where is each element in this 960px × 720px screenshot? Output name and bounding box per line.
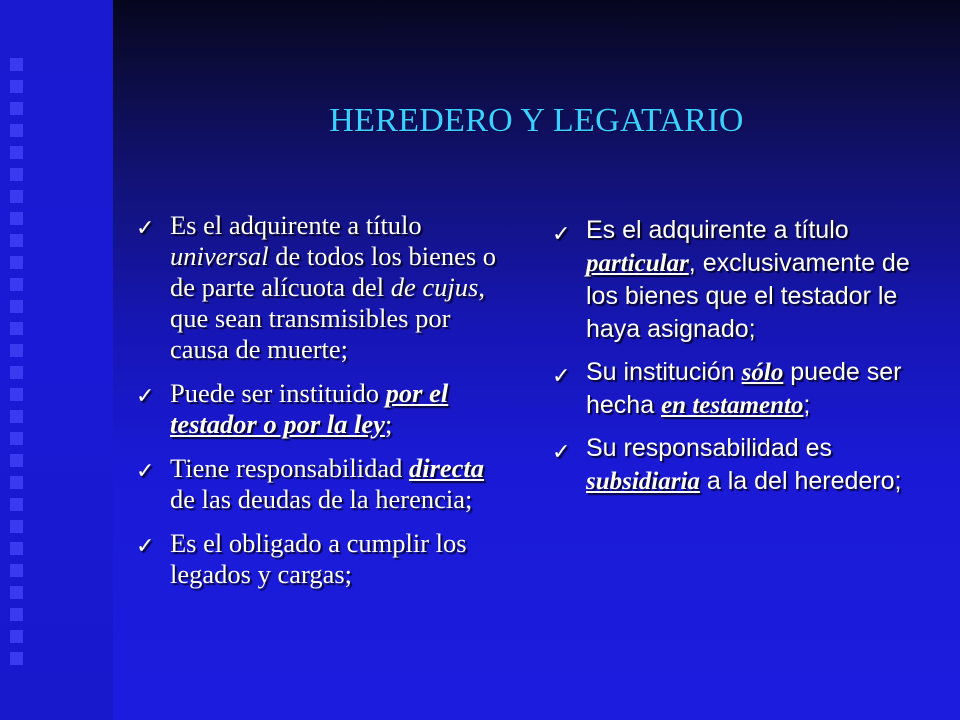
bullet-item — [548, 214, 918, 346]
decorative-square — [10, 124, 23, 137]
emphasis-text: sólo — [741, 359, 784, 386]
bullet-item — [548, 356, 918, 422]
decorative-square — [10, 212, 23, 225]
emphasis-text: universal — [170, 241, 269, 271]
check-icon: ✓ — [552, 222, 571, 247]
decorative-square — [10, 322, 23, 335]
decorative-square — [10, 476, 23, 489]
decorative-square — [10, 234, 23, 247]
emphasis-text: de cujus — [390, 272, 479, 302]
bullet-text: Es el adquirente a título — [170, 210, 422, 240]
bullet-text: Puede ser instituido — [170, 378, 386, 408]
check-icon: ✓ — [136, 459, 155, 484]
bullet-text: de las deudas de la herencia; — [170, 484, 473, 514]
bullet-text: Su responsabilidad es — [586, 434, 832, 462]
decorative-square — [10, 388, 23, 401]
check-icon: ✓ — [136, 216, 155, 241]
check-icon: ✓ — [136, 384, 155, 409]
bullet-text: a la del heredero; — [699, 467, 902, 495]
emphasis-text: subsidiaria — [586, 468, 700, 495]
bullet-text: Tiene responsabilidad — [170, 453, 409, 483]
decorative-square — [10, 80, 23, 93]
bullet-text: ; — [384, 409, 393, 439]
decorative-square — [10, 520, 23, 533]
bullet-text: de todos los bienes o de parte alícuota del — [170, 241, 497, 302]
emphasis-text: en testamento — [661, 392, 804, 419]
decorative-square — [10, 586, 23, 599]
heredero-column — [132, 210, 512, 603]
bullet-text: Es el obligado a cumplir los legados y cargas; — [170, 528, 467, 589]
decorative-square — [10, 300, 23, 313]
bullet-text: Su institución — [586, 358, 742, 386]
decorative-square — [10, 190, 23, 203]
decorative-square — [10, 498, 23, 511]
emphasis-text: directa — [408, 453, 485, 483]
bullet-text: Es el adquirente a título — [586, 216, 849, 244]
decorative-square — [10, 58, 23, 71]
legatario-column — [548, 214, 918, 508]
emphasis-text: particular — [586, 250, 689, 277]
decorative-square — [10, 652, 23, 665]
slide-title: HEREDERO Y LEGATARIO — [329, 102, 744, 139]
bullet-text: , exclusivamente de los bienes que el testador le haya asignado; — [586, 249, 910, 343]
decorative-square — [10, 344, 23, 357]
bullet-text: ; — [803, 391, 811, 419]
decorative-square — [10, 454, 23, 467]
decorative-square — [10, 432, 23, 445]
bullet-item — [132, 210, 512, 365]
decorative-square — [10, 146, 23, 159]
bullet-item — [132, 378, 512, 440]
check-icon: ✓ — [136, 534, 155, 559]
check-icon: ✓ — [552, 364, 571, 389]
bullet-item — [548, 432, 918, 498]
decorative-left-strip — [0, 0, 113, 720]
decorative-square — [10, 168, 23, 181]
emphasis-text: por el testador o por la ley — [170, 378, 449, 439]
bullet-text: , que sean transmisibles por causa de muerte; — [170, 272, 485, 364]
decorative-square — [10, 630, 23, 643]
decorative-square — [10, 102, 23, 115]
decorative-square — [10, 256, 23, 269]
check-icon: ✓ — [552, 440, 571, 465]
bullet-text: puede ser hecha — [586, 358, 902, 419]
decorative-square — [10, 410, 23, 423]
decorative-square — [10, 366, 23, 379]
decorative-square — [10, 278, 23, 291]
bullet-item — [132, 528, 512, 590]
decorative-square — [10, 542, 23, 555]
decorative-square — [10, 608, 23, 621]
decorative-square — [10, 564, 23, 577]
bullet-item — [132, 453, 512, 515]
